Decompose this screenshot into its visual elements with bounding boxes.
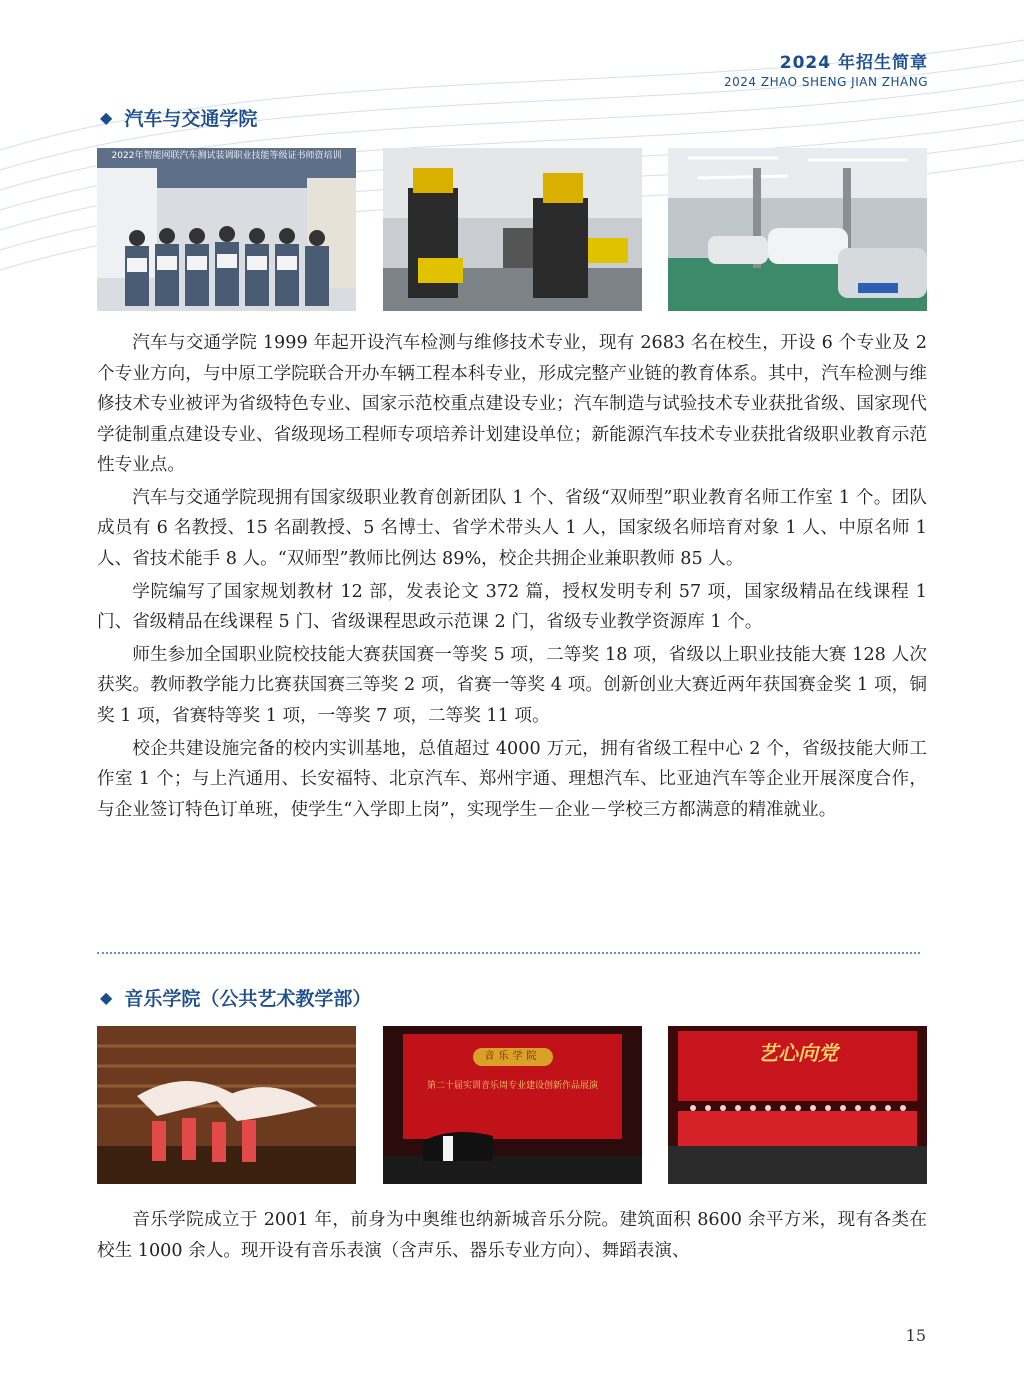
paragraph: 音乐学院成立于 2001 年，前身为中奥维也纳新城音乐分院。建筑面积 8600 余平方米，现有各类在校生 1000 余人。现开设有音乐表演（含声乐、器乐专业方向）、舞蹈表演、: [97, 1210, 927, 1261]
music-body-text: [97, 1205, 927, 1268]
section-divider: [97, 952, 920, 954]
paragraph: 汽车与交通学院 1999 年起开设汽车检测与维修技术专业，现有 2683 名在校生，开设 6 个专业及 2 个专业方向，与中原工学院联合开办车辆工程本科专业，形成完整产业链的教育体系。其中，汽车检测与维修技术专业被评为省级特色专业、国家示范校重点建设专业；汽车制造与试验技术专业获批省级、国家现代学徒制重点建设专业、省级现场工程师专项培养计划建设单位；新能源汽车技术专业获批省级职业教育示范性专业点。: [97, 333, 927, 475]
photo-row-automotive: [97, 148, 927, 311]
section-title-music: [100, 984, 371, 1011]
photo-car-workshop: [668, 148, 927, 311]
section-title-automotive: [100, 104, 257, 131]
diamond-icon: ◆: [100, 988, 113, 1007]
photo-row-music: [97, 1026, 927, 1184]
photo-training-group: [97, 148, 356, 311]
photo-tire-machines: [383, 148, 642, 311]
stage-banner-text: 第二十届实训音乐周专业建设创新作品展演: [426, 1081, 598, 1091]
paragraph: 汽车与交通学院现拥有国家级职业教育创新团队 1 个、省级“双师型”职业教育名师工作室 1 个。团队成员有 6 名教授、15 名副教授、5 名博士、省学术带头人 1 人，国家级名师培育对象 1 人、中原名师 1 人、省技术能手 8 人。“双师型”教师比例达 89%，校企共拥企业兼职教师 85 人。: [97, 487, 927, 569]
paragraph: 师生参加全国职业院校技能大赛获国赛一等奖 5 项，二等奖 18 项，省级以上职业技能大赛 128 人次获奖。教师教学能力比赛获国赛三等奖 2 项，省赛一等奖 4 项。创新创业大赛近两年获国赛金奖 1 项，铜奖 1 项，省赛特等奖 1 项，一等奖 7 项，二等奖 11 项。: [97, 644, 927, 726]
photo-banner-text: 2022年智能网联汽车测试装调职业技能等级证书师资培训: [111, 151, 342, 161]
stage-badge-text: 音乐学院: [473, 1048, 553, 1066]
concert-banner-text: 艺心向党: [758, 1041, 838, 1065]
photo-dance-performance: [97, 1026, 356, 1184]
photo-choir-concert: [668, 1026, 927, 1184]
header-subtitle: 2024 ZHAO SHENG JIAN ZHANG: [724, 75, 928, 89]
section-title-text: 音乐学院（公共艺术教学部）: [124, 988, 372, 1010]
page-number: 15: [905, 1326, 926, 1345]
paragraph: 校企共建设施完备的校内实训基地，总值超过 4000 万元，拥有省级工程中心 2 个，省级技能大师工作室 1 个；与上汽通用、长安福特、北京汽车、郑州宇通、理想汽车、比亚迪汽车等企业开展深度合作，与企业签订特色订单班，使学生“入学即上岗”，实现学生－企业－学校三方都满意的精准就业。: [97, 738, 927, 820]
page-header: [724, 48, 928, 89]
diamond-icon: ◆: [100, 108, 113, 127]
paragraph: 学院编写了国家规划教材 12 部，发表论文 372 篇，授权发明专利 57 项，国家级精品在线课程 1 门、省级精品在线课程 5 门、省级课程思政示范课 2 门，省级专业教学资源库 1 个。: [97, 581, 927, 633]
header-title: 2024 年招生简章: [779, 53, 928, 73]
automotive-body-text: [97, 328, 927, 827]
photo-music-week-stage: [383, 1026, 642, 1184]
section-title-text: 汽车与交通学院: [124, 108, 258, 130]
